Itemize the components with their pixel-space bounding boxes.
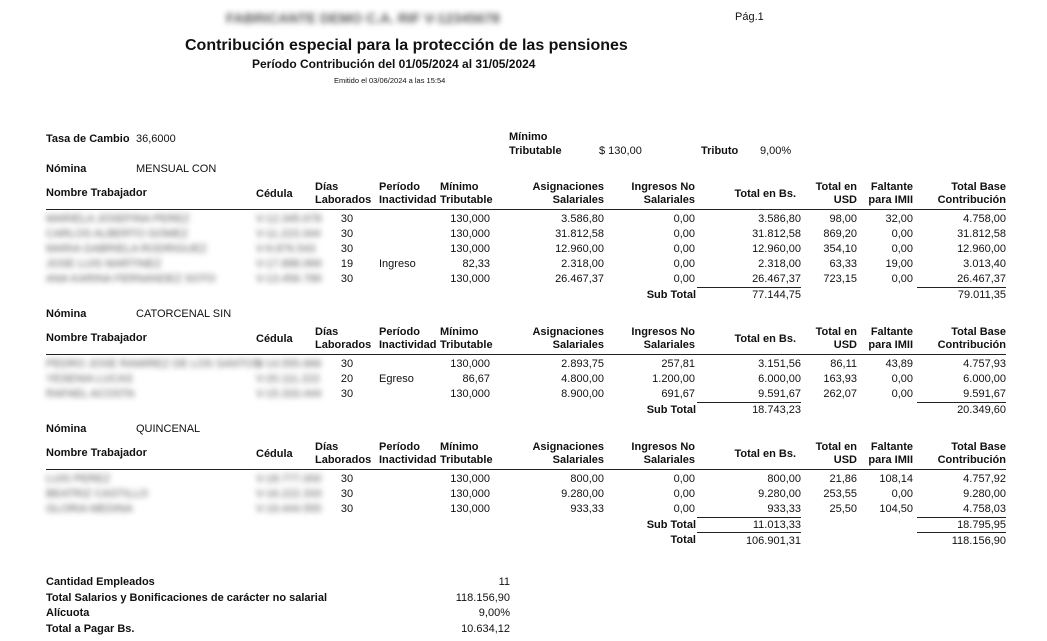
column-header: Asignaciones Salariales xyxy=(532,326,604,351)
table-cell-nombre: MARIA GABRIELA RODRIGUEZ xyxy=(46,243,207,255)
summary-label: Cantidad Empleados xyxy=(46,576,155,588)
table-cell-usd: 723,15 xyxy=(823,273,857,285)
tributo-value: 9,00% xyxy=(760,145,792,157)
column-header: Total en Bs. xyxy=(734,333,796,345)
table-cell-cedula: V-9.876.543 xyxy=(256,243,316,255)
table-cell-minimo: 86,67 xyxy=(462,373,490,385)
table-cell-ing: 0,00 xyxy=(673,213,695,225)
table-cell-minimo: 130,000 xyxy=(450,488,490,500)
table-cell-falt: 0,00 xyxy=(891,228,913,240)
column-header: Faltante para IMII xyxy=(868,326,913,351)
table-cell-dias: 30 xyxy=(340,358,354,370)
table-cell-total_bs: 800,00 xyxy=(767,473,801,485)
table-cell-minimo: 130,000 xyxy=(450,273,490,285)
grand-total-line-bs xyxy=(697,532,801,533)
table-cell-dias: 30 xyxy=(340,388,354,400)
column-header: Ingresos No Salariales xyxy=(631,326,695,351)
table-cell-usd: 869,20 xyxy=(823,228,857,240)
report-title: Contribución especial para la protección de las pensiones xyxy=(185,37,628,54)
column-header: Total en USD xyxy=(815,441,857,466)
table-cell-dias: 30 xyxy=(340,243,354,255)
table-cell-base: 4.758,03 xyxy=(963,503,1006,515)
header-divider xyxy=(46,469,1006,470)
column-header: Período Inactividad xyxy=(379,326,437,351)
column-header: Faltante para IMII xyxy=(868,441,913,466)
column-header: Asignaciones Salariales xyxy=(532,441,604,466)
table-cell-total_bs: 6.000,00 xyxy=(758,373,801,385)
table-cell-nombre: MARIELA JOSEFINA PEREZ xyxy=(46,213,190,225)
grand-total-label: Total xyxy=(670,534,696,546)
table-cell-usd: 86,11 xyxy=(830,358,857,370)
table-cell-ing: 0,00 xyxy=(673,243,695,255)
column-header: Cédula xyxy=(256,333,293,345)
table-cell-asig: 4.800,00 xyxy=(561,373,604,385)
table-cell-total_bs: 9.280,00 xyxy=(758,488,801,500)
table-cell-asig: 2.893,75 xyxy=(561,358,604,370)
nomina-name: MENSUAL CON xyxy=(136,163,217,175)
table-cell-asig: 2.318,00 xyxy=(561,258,604,270)
exchange-rate-value: 36,6000 xyxy=(136,133,176,145)
nomina-label: Nómina xyxy=(46,308,87,320)
table-cell-dias: 30 xyxy=(340,228,354,240)
table-cell-base: 9.591,67 xyxy=(963,388,1006,400)
table-cell-ing: 257,81 xyxy=(661,358,695,370)
table-cell-minimo: 130,000 xyxy=(450,473,490,485)
table-cell-dias: 30 xyxy=(340,503,354,515)
table-cell-ing: 0,00 xyxy=(673,258,695,270)
minimo-label-2: Tributable xyxy=(509,145,562,157)
minimo-label: Mínimo xyxy=(509,131,548,143)
column-header: Nombre Trabajador xyxy=(46,447,147,459)
table-cell-base: 12.960,00 xyxy=(957,243,1006,255)
column-header: Total en USD xyxy=(815,181,857,206)
table-cell-cedula: V-13.456.789 xyxy=(256,273,322,285)
summary-value: 118.156,90 xyxy=(455,591,510,604)
column-header: Total en USD xyxy=(815,326,857,351)
table-cell-cedula: V-19.444.555 xyxy=(256,503,322,515)
table-cell-asig: 9.280,00 xyxy=(561,488,604,500)
table-cell-minimo: 130,000 xyxy=(450,358,490,370)
grand-total-line-base xyxy=(917,532,1006,533)
table-cell-falt: 0,00 xyxy=(891,243,913,255)
table-cell-asig: 26.467,37 xyxy=(555,273,604,285)
subtotal-label: Sub Total xyxy=(646,404,696,416)
table-cell-cedula: V-15.333.444 xyxy=(256,388,322,400)
column-header: Ingresos No Salariales xyxy=(631,441,695,466)
table-cell-cedula: V-16.222.333 xyxy=(256,488,322,500)
nomina-name: QUINCENAL xyxy=(136,423,201,435)
subtotal-bs: 11.013,33 xyxy=(752,519,801,531)
subtotal-base: 79.011,35 xyxy=(957,289,1006,301)
table-cell-asig: 12.960,00 xyxy=(555,243,604,255)
table-cell-total_bs: 933,33 xyxy=(767,503,801,515)
table-cell-nombre: LUIS PEREZ xyxy=(46,473,111,485)
column-header: Días Laborados xyxy=(315,441,372,466)
exchange-rate-label: Tasa de Cambio xyxy=(46,133,130,145)
report-period: Período Contribución del 01/05/2024 al 31/05/2024 xyxy=(252,57,536,71)
table-cell-nombre: YESENIA LUCAS xyxy=(46,373,133,385)
table-cell-ing: 0,00 xyxy=(673,273,695,285)
table-cell-nombre: JOSE LUIS MARTINEZ xyxy=(46,258,162,270)
table-cell-cedula: V-14.555.666 xyxy=(256,358,322,370)
table-cell-base: 4.757,93 xyxy=(963,358,1006,370)
table-cell-base: 9.280,00 xyxy=(963,488,1006,500)
nomina-name: CATORCENAL SIN xyxy=(136,308,232,320)
table-cell-asig: 933,33 xyxy=(570,503,604,515)
summary-value: 10.634,12 xyxy=(461,622,510,635)
nomina-label: Nómina xyxy=(46,163,87,175)
table-cell-falt: 0,00 xyxy=(891,488,913,500)
subtotal-base: 20.349,60 xyxy=(957,404,1006,416)
table-cell-falt: 0,00 xyxy=(891,273,913,285)
table-cell-asig: 8.900,00 xyxy=(561,388,604,400)
table-cell-usd: 21,86 xyxy=(829,473,857,485)
table-cell-asig: 800,00 xyxy=(570,473,604,485)
subtotal-bs: 77.144,75 xyxy=(752,289,801,301)
table-cell-base: 4.757,92 xyxy=(963,473,1006,485)
table-cell-dias: 20 xyxy=(340,373,354,385)
table-cell-total_bs: 2.318,00 xyxy=(758,258,801,270)
summary-label: Alícuota xyxy=(46,607,90,619)
table-cell-periodo: Egreso xyxy=(379,373,414,385)
grand-total-bs: 106.901,31 xyxy=(745,535,801,547)
subtotal-bs: 18.743,23 xyxy=(752,404,801,416)
table-cell-total_bs: 12.960,00 xyxy=(752,243,801,255)
column-header: Cédula xyxy=(256,448,293,460)
table-cell-falt: 104,50 xyxy=(879,503,913,515)
table-cell-falt: 32,00 xyxy=(885,213,913,225)
table-cell-ing: 0,00 xyxy=(673,488,695,500)
minimo-value: $ 130,00 xyxy=(599,145,642,157)
column-header: Cédula xyxy=(256,188,293,200)
table-cell-cedula: V-12.345.678 xyxy=(256,213,322,225)
table-cell-falt: 19,00 xyxy=(885,258,913,270)
column-header: Nombre Trabajador xyxy=(46,332,147,344)
table-cell-total_bs: 26.467,37 xyxy=(752,273,801,285)
table-cell-base: 4.758,00 xyxy=(963,213,1006,225)
table-cell-falt: 108,14 xyxy=(879,473,913,485)
subtotal-base: 18.795,95 xyxy=(957,519,1006,531)
table-cell-usd: 98,00 xyxy=(829,213,857,225)
table-cell-minimo: 130,000 xyxy=(450,228,490,240)
table-cell-base: 6.000,00 xyxy=(963,373,1006,385)
table-cell-falt: 43,89 xyxy=(885,358,913,370)
table-cell-usd: 25,50 xyxy=(829,503,857,515)
table-cell-total_bs: 3.586,80 xyxy=(758,213,801,225)
summary-value: 11 xyxy=(498,576,510,588)
column-header: Total Base Contribución xyxy=(937,181,1006,206)
table-cell-cedula: V-18.777.000 xyxy=(256,473,322,485)
table-cell-nombre: GLORIA MEDINA xyxy=(46,503,133,515)
table-cell-minimo: 130,000 xyxy=(450,243,490,255)
table-cell-minimo: 130,000 xyxy=(450,388,490,400)
table-cell-ing: 0,00 xyxy=(673,473,695,485)
table-cell-falt: 0,00 xyxy=(891,388,913,400)
table-cell-ing: 0,00 xyxy=(673,228,695,240)
table-cell-dias: 30 xyxy=(340,473,354,485)
column-header: Mínimo Tributable xyxy=(440,181,493,206)
column-header: Total Base Contribución xyxy=(937,326,1006,351)
column-header: Total Base Contribución xyxy=(937,441,1006,466)
table-cell-dias: 19 xyxy=(340,258,354,270)
column-header: Mínimo Tributable xyxy=(440,441,493,466)
table-cell-usd: 163,93 xyxy=(823,373,857,385)
summary-value: 9,00% xyxy=(478,607,510,619)
column-header: Días Laborados xyxy=(315,181,372,206)
table-cell-total_bs: 9.591,67 xyxy=(758,388,801,400)
company-name: FABRICANTE DEMO C.A. RIF V-12345678 xyxy=(226,10,500,26)
column-header: Ingresos No Salariales xyxy=(631,181,695,206)
table-cell-ing: 691,67 xyxy=(661,388,695,400)
page-number: Pág.1 xyxy=(735,11,764,23)
column-header: Período Inactividad xyxy=(379,441,437,466)
table-cell-falt: 0,00 xyxy=(891,373,913,385)
table-cell-cedula: V-17.888.999 xyxy=(256,258,322,270)
table-cell-cedula: V-11.223.344 xyxy=(256,228,321,240)
summary-label: Total a Pagar Bs. xyxy=(46,622,135,635)
table-cell-asig: 3.586,80 xyxy=(561,213,604,225)
issued-date: Emitido el 03/06/2024 a las 15:54 xyxy=(334,76,446,85)
table-cell-ing: 1.200,00 xyxy=(652,373,695,385)
table-cell-nombre: ANA KARINA FERNANDEZ SOTO xyxy=(46,273,216,285)
column-header: Días Laborados xyxy=(315,326,372,351)
table-cell-periodo: Ingreso xyxy=(379,258,416,270)
column-header: Mínimo Tributable xyxy=(440,326,493,351)
table-cell-base: 26.467,37 xyxy=(957,273,1006,285)
table-cell-cedula: V-20.111.222 xyxy=(256,373,320,385)
table-cell-minimo: 130,000 xyxy=(450,503,490,515)
column-header: Asignaciones Salariales xyxy=(532,181,604,206)
nomina-label: Nómina xyxy=(46,423,87,435)
column-header: Total en Bs. xyxy=(734,448,796,460)
table-cell-dias: 30 xyxy=(340,488,354,500)
column-header: Total en Bs. xyxy=(734,188,796,200)
table-cell-base: 3.013,40 xyxy=(963,258,1006,270)
tributo-label: Tributo xyxy=(701,145,739,157)
column-header: Nombre Trabajador xyxy=(46,187,147,199)
subtotal-label: Sub Total xyxy=(646,289,696,301)
table-cell-base: 31.812,58 xyxy=(957,228,1006,240)
table-cell-total_bs: 31.812,58 xyxy=(752,228,801,240)
table-cell-minimo: 130,000 xyxy=(450,213,490,225)
table-cell-usd: 354,10 xyxy=(823,243,857,255)
table-cell-nombre: BEATRIZ CASTILLO xyxy=(46,488,148,500)
header-divider xyxy=(46,354,1006,355)
table-cell-dias: 30 xyxy=(340,213,354,225)
column-header: Período Inactividad xyxy=(379,181,437,206)
table-cell-ing: 0,00 xyxy=(673,503,695,515)
table-cell-minimo: 82,33 xyxy=(462,258,490,270)
grand-total-base: 118.156,90 xyxy=(951,535,1006,547)
table-cell-usd: 262,07 xyxy=(823,388,857,400)
table-cell-usd: 253,55 xyxy=(823,488,857,500)
table-cell-usd: 63,33 xyxy=(829,258,857,270)
column-header: Faltante para IMII xyxy=(868,181,913,206)
table-cell-nombre: CARLOS ALBERTO GOMEZ xyxy=(46,228,189,240)
table-cell-dias: 30 xyxy=(340,273,354,285)
table-cell-nombre: RAFAEL ACOSTA xyxy=(46,388,135,400)
header-divider xyxy=(46,209,1006,210)
summary-label: Total Salarios y Bonificaciones de carácter no salarial xyxy=(46,591,328,604)
table-cell-nombre: PEDRO JOSE RAMIREZ DE LOS SANTOS xyxy=(46,358,261,370)
subtotal-label: Sub Total xyxy=(646,519,696,531)
table-cell-asig: 31.812,58 xyxy=(555,228,604,240)
table-cell-total_bs: 3.151,56 xyxy=(758,358,801,370)
